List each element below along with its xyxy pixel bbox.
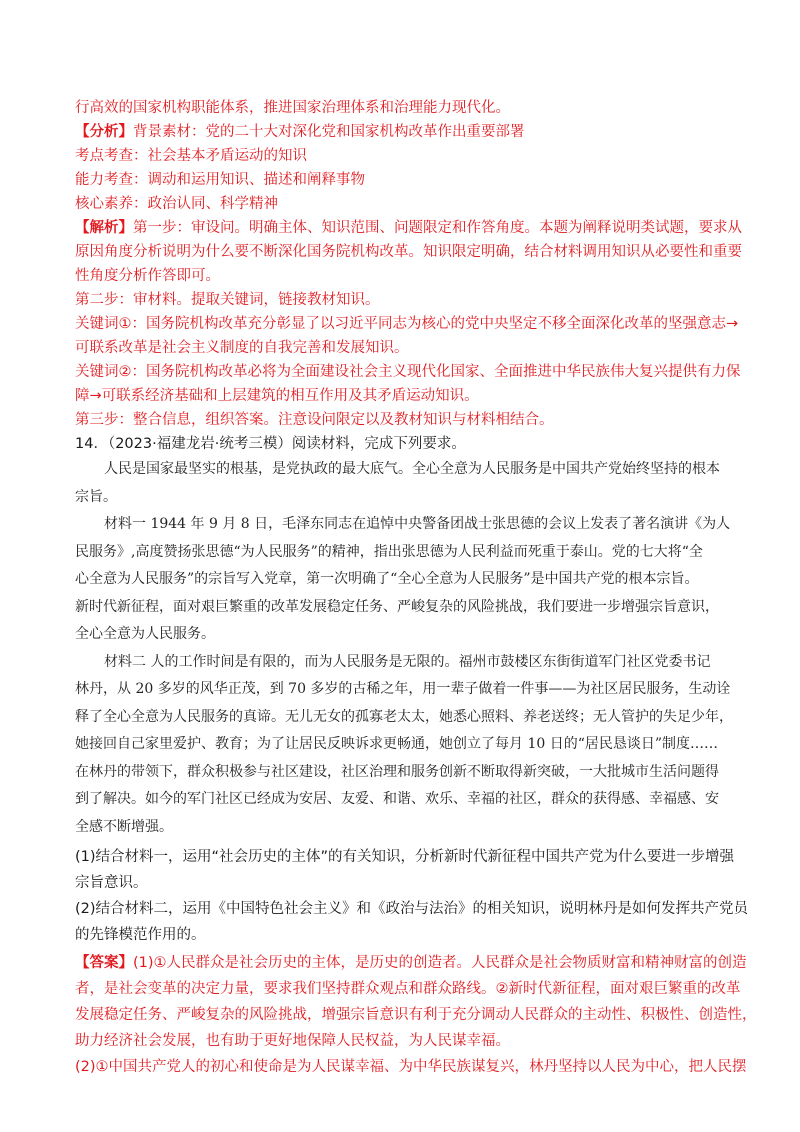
material2-line-2: 林丹，从 20 多岁的风华正茂，到 70 多岁的古稀之年，用一辈子做着一件事——为社区居民服务，生动诠 xyxy=(75,681,731,697)
jiexi-tag: 【解析】 xyxy=(75,220,133,236)
answer-line-4: 助力经济社会发展，也有助于更好地保障人民权益，为人民谋幸福。 xyxy=(75,1033,510,1049)
intro-line-2: 宗旨。 xyxy=(75,488,117,505)
question-14 xyxy=(75,432,749,948)
answer-line-1 xyxy=(75,950,747,976)
document-content xyxy=(75,96,757,1080)
hexin-line: 核心素养：政治认同、科学精神 xyxy=(75,196,278,212)
material1-line-4: 新时代新征程，面对艰巨繁重的改革发展稳定任务、严峻复杂的风险挑战，我们要进一步增强宗旨意识， xyxy=(75,598,719,615)
sub2-line-2: 的先锋模范作用的。 xyxy=(75,927,206,943)
analysis-section xyxy=(75,96,742,432)
answer-line-2: 者，是社会变革的决定力量，要求我们坚持群众观点和群众路线。②新时代新征程，面对艰巨繁重的改革 xyxy=(75,981,741,997)
answer-text-1: (1)①人民群众是社会历史的主体，是历史的创造者。人民群众是社会物质财富和精神财富的创造 xyxy=(133,955,747,971)
keyword1-line-2: 可联系改革是社会主义制度的自我完善和发展知识。 xyxy=(75,340,409,356)
keyword1-line-1: 关键词①：国务院机构改革充分彰显了以习近平同志为核心的党中央坚定不移全面深化改革的坚强意志→ xyxy=(75,316,739,332)
material2-line-6: 到了解决。如今的军门社区已经成为安居、友爱、和谐、欢乐、幸福的社区，群众的获得感、幸福感、安 xyxy=(75,791,719,807)
analysis-tag: 【分析】 xyxy=(75,124,133,140)
sub1-line-1: (1)结合材料一，运用“社会历史的主体”的有关知识，分析新时代新征程中国共产党为什么要进一步增强 xyxy=(75,849,735,865)
sub1-line-2: 宗旨意识。 xyxy=(75,875,148,891)
nengli-line: 能力考查：调动和运用知识、描述和阐释事物 xyxy=(75,172,365,188)
jiexi-text-1: 第一步：审设问。明确主体、知识范围、问题限定和作答角度。本题为阐释说明类试题，要求从 xyxy=(133,220,742,236)
material2-line-4: 她接回自己家里爱护、教育；为了让居民反映诉求更畅通，她创立了每月 10 日的“居民恳谈日”制度…… xyxy=(75,736,719,752)
jiexi-line-3: 性角度分析作答即可。 xyxy=(75,268,220,284)
material1-line-1: 材料一 1944 年 9 月 8 日，毛泽东同志在追悼中央警备团战士张思德的会议上发表了著名演讲《为人 xyxy=(104,516,731,532)
material2-line-1: 材料二 人的工作时间是有限的，而为人民服务是无限的。福州市鼓楼区东街街道军门社区党委书记 xyxy=(104,653,711,670)
material2-line-5: 在林丹的带领下，群众积极参与社区建设，社区治理和服务创新不断取得新突破，一大批城市生活问题得 xyxy=(75,763,719,780)
jiexi-line-1 xyxy=(75,216,742,240)
question-header: 14．（2023·福建龙岩·统考三模）阅读材料，完成下列要求。 xyxy=(75,436,466,452)
material-passage xyxy=(75,456,733,841)
analysis-text: 背景素材：党的二十大对深化党和国家机构改革作出重要部署 xyxy=(133,124,525,140)
keyword2-line-2: 障→可联系经济基础和上层建筑的相互作用及其矛盾运动知识。 xyxy=(75,388,479,404)
jiexi-line-2: 原因角度分析说明为什么要不断深化国务院机构改革。知识限定明确，结合材料调用知识从必要性和重要 xyxy=(75,244,742,260)
material1-line-5: 全心全意为人民服务。 xyxy=(75,626,215,642)
intro-line-1: 人民是国家最坚实的根基，是党执政的最大底气。全心全意为人民服务是中国共产党始终坚持的根本 xyxy=(104,461,720,477)
answer-section xyxy=(75,950,757,1080)
step2-line: 第二步：审材料。提取关键词，链接教材知识。 xyxy=(75,292,380,308)
material1-line-2: 民服务》,高度赞扬张思德“为人民服务”的精神，指出张思德为人民利益而死重于泰山。党的七大将“全 xyxy=(75,543,703,560)
answer-line-3: 发展稳定任务、严峻复杂的风险挑战，增强宗旨意识有利于充分调动人民群众的主动性、积极性、创造性， xyxy=(75,1007,757,1023)
analysis-line xyxy=(75,120,730,144)
material1-line-3: 心全意为人民服务”的宗旨写入党章，第一次明确了“全心全意为人民服务”是中国共产党的根本宗旨。 xyxy=(75,571,699,587)
sub-questions xyxy=(75,844,749,948)
sub2-line-1: (2)结合材料二，运用《中国特色社会主义》和《政治与法治》的相关知识，说明林丹是如何发挥共产党员 xyxy=(75,901,749,917)
keyword2-line-1: 关键词②：国务院机构改革必将为全面建设社会主义现代化国家、全面推进中华民族伟大复兴提供有力保 xyxy=(75,364,741,380)
answer-tag: 【答案】 xyxy=(75,955,133,971)
material2-line-3: 释了全心全意为人民服务的真谛。无儿无女的孤寡老太太，她悉心照料、养老送终；无人管护的失足少年， xyxy=(75,708,733,725)
step3-line: 第三步：整合信息，组织答案。注意设问限定以及教材知识与材料相结合。 xyxy=(75,412,554,428)
material2-line-7: 全感不断增强。 xyxy=(75,818,173,835)
kaodian-line: 考点考查：社会基本矛盾运动的知识 xyxy=(75,148,307,164)
continuation-line: 行高效的国家机构职能体系，推进国家治理体系和治理能力现代化。 xyxy=(75,100,510,116)
answer-line-5: (2)①中国共产党人的初心和使命是为人民谋幸福、为中华民族谋复兴，林丹坚持以人民为中心，把人民摆 xyxy=(75,1059,747,1075)
